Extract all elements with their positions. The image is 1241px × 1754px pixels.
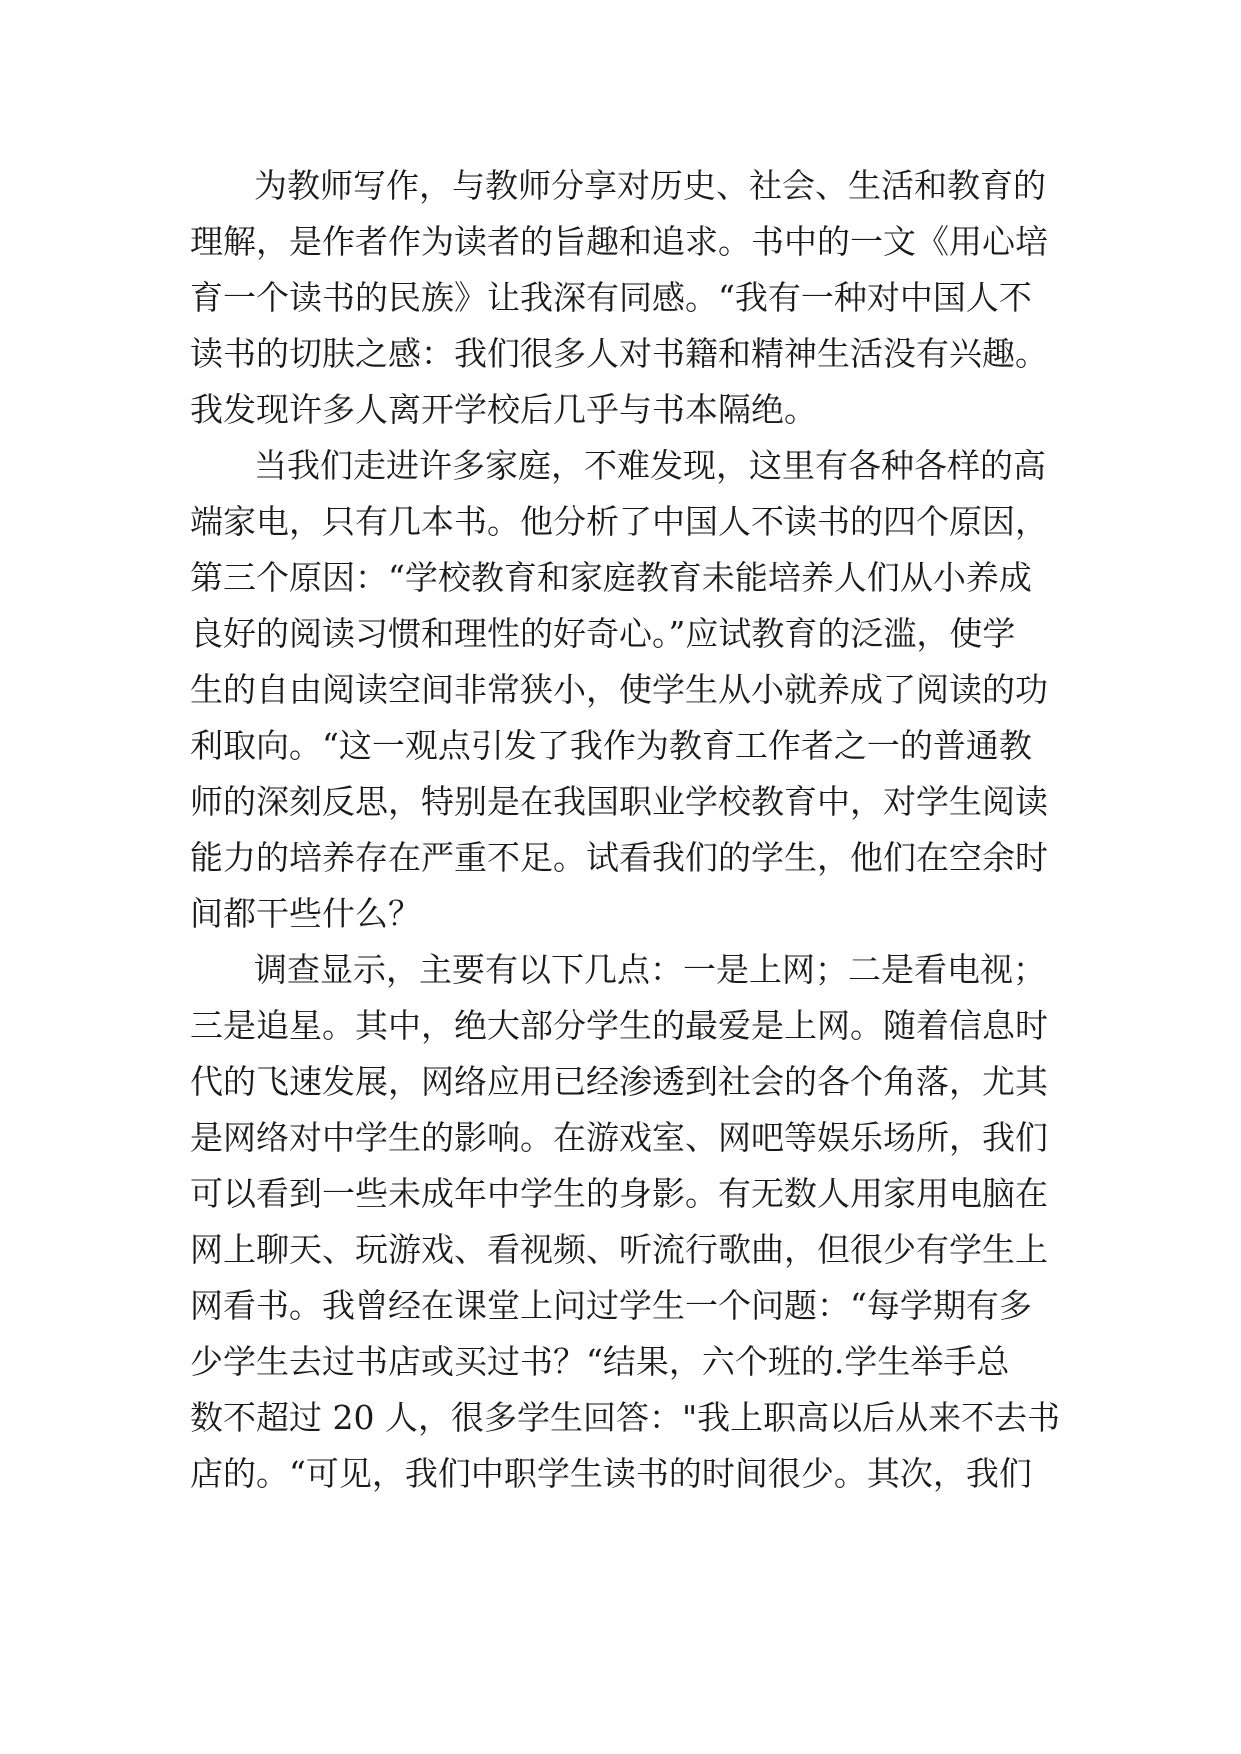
text-line: 读书的切肤之感：我们很多人对书籍和精神生活没有兴趣。 [190,334,1048,373]
paragraph-1 [190,158,1060,438]
text-line: 育一个读书的民族》让我深有同感。“我有一种对中国人不 [190,278,1032,317]
text-line: 当我们走进许多家庭，不难发现，这里有各种各样的高 [254,446,1046,485]
text-line: 店的。“可见，我们中职学生读书的时间很少。其次，我们 [190,1454,1032,1493]
text-line: 数不超过 20 人，很多学生回答："我上职高以后从来不去书 [190,1398,1061,1437]
text-line: 可以看到一些未成年中学生的身影。有无数人用家用电脑在 [190,1174,1048,1213]
text-line: 我发现许多人离开学校后几乎与书本隔绝。 [190,390,817,429]
text-line: 为教师写作，与教师分享对历史、社会、生活和教育的 [254,166,1046,205]
text-line: 良好的阅读习惯和理性的好奇心。”应试教育的泛滥，使学 [190,614,1016,653]
text-line: 端家电，只有几本书。他分析了中国人不读书的四个原因， [190,502,1048,541]
text-line: 生的自由阅读空间非常狭小，使学生从小就养成了阅读的功 [190,670,1048,709]
text-line: 网看书。我曾经在课堂上问过学生一个问题：“每学期有多 [190,1286,1032,1325]
text-line: 网上聊天、玩游戏、看视频、听流行歌曲，但很少有学生上 [190,1230,1048,1269]
text-line: 调查显示，主要有以下几点：一是上网；二是看电视； [254,950,1046,989]
text-line: 第三个原因：“学校教育和家庭教育未能培养人们从小养成 [190,558,1032,597]
text-line: 能力的培养存在严重不足。试看我们的学生，他们在空余时 [190,838,1048,877]
text-line: 利取向。“这一观点引发了我作为教育工作者之一的普通教 [190,726,1032,765]
text-line: 理解，是作者作为读者的旨趣和追求。书中的一文《用心培 [190,222,1048,261]
paragraph-3 [190,942,1060,1502]
text-line: 少学生去过书店或买过书？“结果，六个班的.学生举手总 [190,1342,1010,1381]
document-body [190,158,1060,1502]
text-line: 代的飞速发展，网络应用已经渗透到社会的各个角落，尤其 [190,1062,1048,1101]
text-line: 师的深刻反思，特别是在我国职业学校教育中，对学生阅读 [190,782,1048,821]
text-line: 三是追星。其中，绝大部分学生的最爱是上网。随着信息时 [190,1006,1048,1045]
text-line: 间都干些什么？ [190,894,421,933]
text-line: 是网络对中学生的影响。在游戏室、网吧等娱乐场所，我们 [190,1118,1048,1157]
paragraph-2 [190,438,1060,942]
